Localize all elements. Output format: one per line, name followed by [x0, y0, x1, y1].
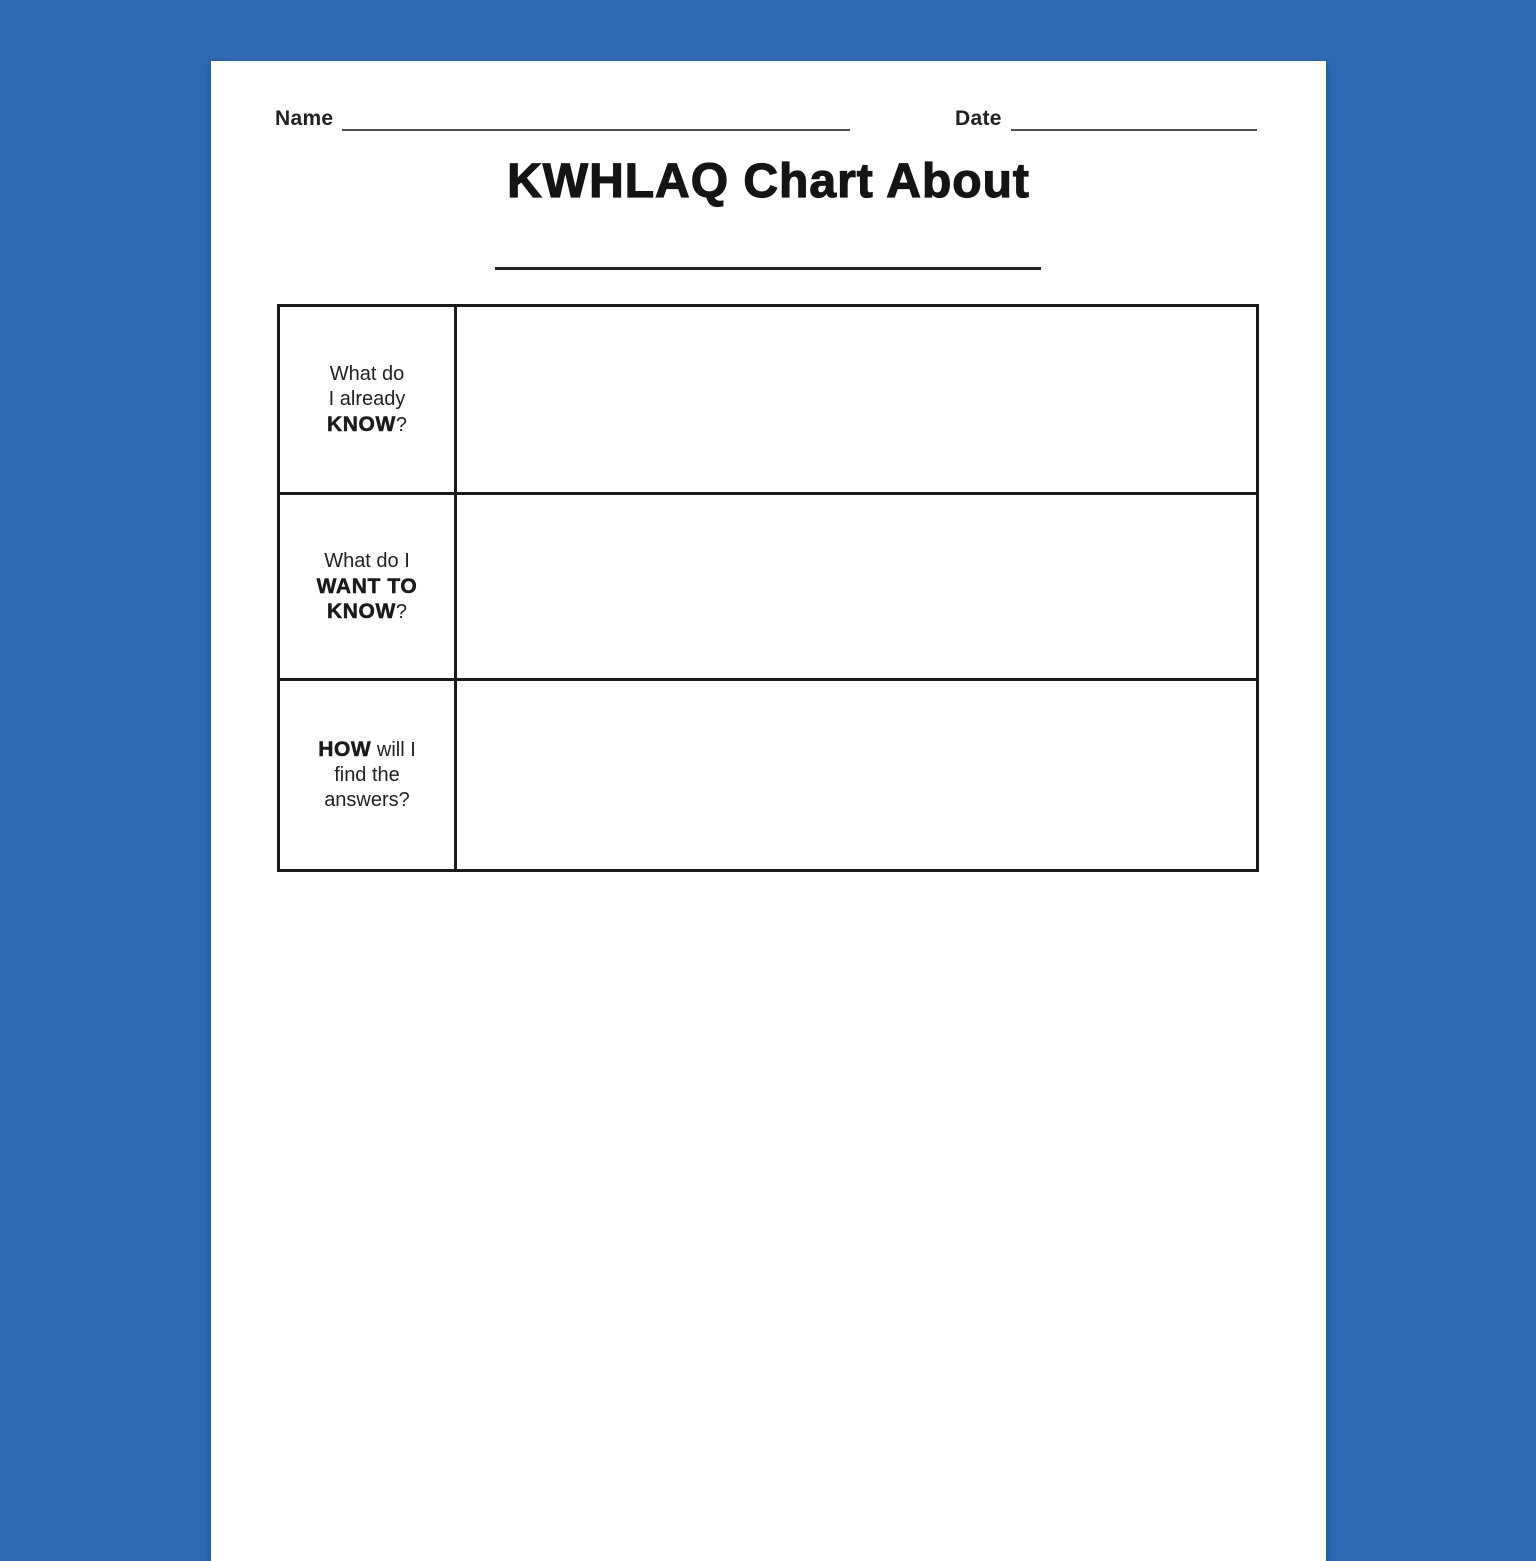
- row-prompt-cell-want-to-know: [280, 495, 457, 678]
- prompt-suffix: ?: [395, 413, 407, 436]
- prompt-line: What do: [329, 362, 405, 385]
- prompt-line: What do I: [324, 549, 410, 572]
- prompt-line: [327, 412, 407, 438]
- kwhlaq-table: [277, 304, 1259, 872]
- prompt-line: answers?: [324, 789, 410, 811]
- date-field: [955, 106, 1257, 131]
- name-field: [275, 106, 850, 131]
- row-prompt-cell-how: [280, 681, 457, 869]
- prompt-line: I already: [328, 387, 406, 410]
- subject-input-line: [495, 239, 1041, 270]
- table-row-want-to-know: [280, 495, 1256, 681]
- prompt-line: [318, 737, 416, 763]
- table-row-know: [280, 307, 1256, 495]
- prompt-line: find the: [334, 764, 400, 786]
- table-row-how: [280, 681, 1256, 869]
- prompt-keyword: KNOW: [326, 412, 396, 436]
- prompt-keyword: KNOW: [326, 599, 396, 623]
- date-label: Date: [955, 107, 1002, 130]
- page-title: KWHLAQ Chart About: [507, 155, 1030, 208]
- name-label: Name: [275, 107, 334, 130]
- name-input-line: [342, 105, 850, 131]
- date-input-line: [1011, 105, 1257, 131]
- prompt-rest: will I: [371, 739, 416, 761]
- prompt-keyword: HOW: [318, 738, 372, 761]
- prompt-keyword: WANT TO: [316, 574, 418, 598]
- row-answer-cell-how: [457, 681, 1256, 869]
- row-answer-cell-want-to-know: [457, 495, 1256, 678]
- row-answer-cell-know: [457, 307, 1256, 492]
- worksheet-page: [211, 61, 1326, 1561]
- prompt-line: [327, 599, 407, 625]
- prompt-suffix: ?: [395, 600, 407, 623]
- row-prompt-cell-know: [280, 307, 457, 492]
